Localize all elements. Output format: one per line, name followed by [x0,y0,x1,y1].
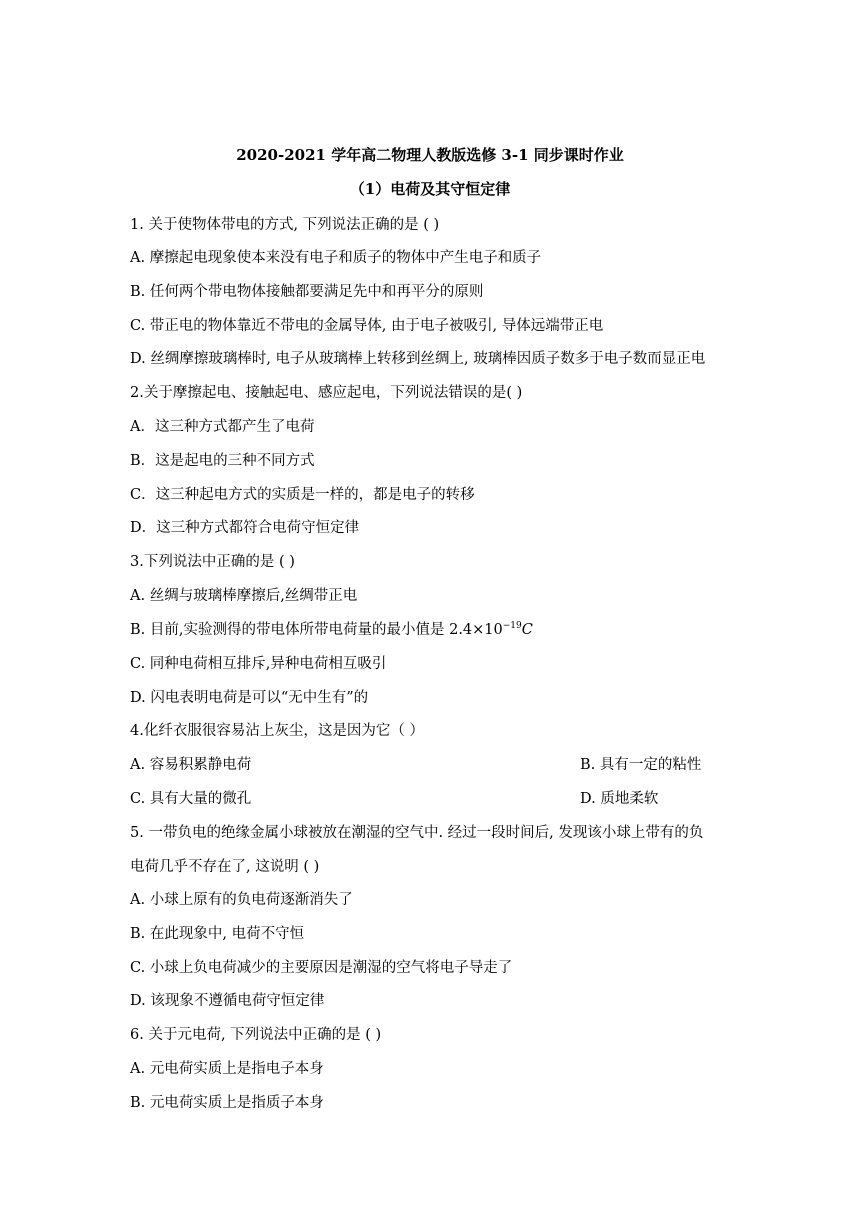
question-4-option-a: A. 容易积累静电荷 [130,757,252,773]
question-2-stem: 2.关于摩擦起电、接触起电、感应起电，下列说法错误的是( ) [130,385,523,401]
question-6-stem: 6. 关于元电荷, 下列说法中正确的是 ( ) [130,1027,382,1043]
question-2-option-c: C．这三种起电方式的实质是一样的，都是电子的转移 [130,487,475,503]
question-5-option-a: A. 小球上原有的负电荷逐渐消失了 [130,892,353,908]
document-title: 2020-2021 学年高二物理人教版选修 3-1 同步课时作业 [236,146,624,164]
question-3-stem: 3.下列说法中正确的是 ( ) [130,554,295,570]
question-5-option-d: D. 该现象不遵循电荷守恒定律 [130,993,325,1009]
question-1-option-d: D. 丝绸摩擦玻璃棒时, 电子从玻璃棒上转移到丝绸上, 玻璃棒因质子数多于电子数而显正电 [130,351,706,367]
question-4-option-d: D. 质地柔软 [580,791,659,807]
question-3-option-a: A. 丝绸与玻璃棒摩擦后,丝绸带正电 [130,588,358,604]
question-5-option-b: B. 在此现象中, 电荷不守恒 [130,926,305,942]
question-4-option-c: C. 具有大量的微孔 [130,791,252,807]
question-4-stem: 4.化纤衣服很容易沾上灰尘，这是因为它（ ） [130,723,424,739]
question-2-option-b: B．这是起电的三种不同方式 [130,453,315,469]
question-1-stem: 1. 关于使物体带电的方式, 下列说法正确的是 ( ) [130,217,440,233]
question-3-option-b [130,620,533,640]
question-1-option-a: A. 摩擦起电现象使本来没有电子和质子的物体中产生电子和质子 [130,250,542,266]
question-6-option-a: A. 元电荷实质上是指电子本身 [130,1061,324,1077]
question-5-stem-line-2: 电荷几乎不存在了, 这说明 ( ) [130,859,320,875]
question-3-option-b-text: B. 目前,实验测得的带电体所带电荷量的最小值是 2.4×10 [130,622,503,638]
question-2-option-a: A．这三种方式都产生了电荷 [130,419,315,435]
document-subtitle: （1）电荷及其守恒定律 [349,180,511,198]
question-2-option-d: D．这三种方式都符合电荷守恒定律 [130,520,360,536]
question-4-option-b: B. 具有一定的粘性 [580,757,702,773]
question-1-option-b: B. 任何两个带电物体接触都要满足先中和再平分的原则 [130,284,484,300]
question-3-option-d: D. 闪电表明电荷是可以“无中生有”的 [130,690,369,706]
question-5-stem-line-1: 5. 一带负电的绝缘金属小球被放在潮湿的空气中. 经过一段时间后, 发现该小球上带有的负 [130,825,704,841]
question-6-option-b: B. 元电荷实质上是指质子本身 [130,1095,324,1111]
question-3-option-c: C. 同种电荷相互排斥,异种电荷相互吸引 [130,656,387,672]
question-5-option-c: C. 小球上负电荷减少的主要原因是潮湿的空气将电子导走了 [130,960,513,976]
question-1-option-c: C. 带正电的物体靠近不带电的金属导体, 由于电子被吸引, 导体远端带正电 [130,318,604,334]
exponent: −19 [502,621,522,632]
charge-unit: C [521,622,533,638]
